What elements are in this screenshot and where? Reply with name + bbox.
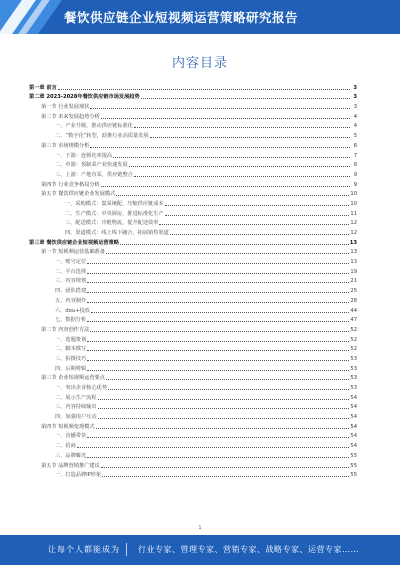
toc-leader-dots (87, 360, 349, 361)
toc-entry[interactable] (29, 470, 357, 480)
toc-entry-page: 28 (350, 297, 357, 304)
toc-entry[interactable] (29, 382, 357, 392)
toc-entry-label: 三、上游：产地直采，供应链整合 (55, 171, 133, 178)
toc-entry-page: 53 (350, 385, 357, 391)
toc-leader-dots (134, 176, 350, 177)
toc-leader-dots (159, 224, 349, 225)
toc-leader-dots (102, 476, 349, 477)
toc-entry[interactable] (29, 460, 357, 470)
toc-entry-label: 三、品牌曝光 (55, 452, 87, 459)
toc-leader-dots (165, 215, 350, 216)
toc-entry-page: 53 (350, 375, 357, 382)
toc-leader-dots (87, 350, 349, 351)
toc-entry[interactable] (29, 150, 357, 160)
toc-entry[interactable] (29, 392, 357, 402)
toc-entry-page: 3 (353, 84, 357, 91)
report-title: 餐饮供应链企业短视频运营策略研究报告 (64, 10, 299, 25)
toc-entry-page: 55 (350, 472, 357, 479)
toc-entry[interactable] (29, 305, 357, 315)
toc-entry-page: 52 (350, 336, 357, 343)
toc-entry-label: 第二章 2023-2028年餐饮供应链市场发展趋势 (29, 94, 140, 101)
toc-entry-label: 二、脚本撰写 (55, 346, 87, 353)
toc-leader-dots (87, 302, 349, 303)
toc-entry[interactable] (29, 218, 357, 228)
toc-entry-label: 二、平台选择 (55, 268, 87, 275)
toc-entry-label: 第一章 前言 (29, 84, 57, 91)
toc-entry-page: 4 (353, 123, 357, 130)
toc-entry-page: 52 (350, 346, 357, 353)
toc-entry[interactable] (29, 121, 357, 131)
toc-entry-page: 52 (350, 326, 357, 333)
toc-leader-dots (98, 399, 350, 400)
toc-entry-label: 三、内容持续输出 (55, 404, 97, 411)
toc-entry-page: 11 (350, 210, 357, 217)
toc-entry[interactable] (29, 237, 357, 247)
toc-leader-dots (101, 118, 350, 119)
toc-entry-label: 第三节 企业短视频运营要点 (41, 375, 105, 382)
toc-entry[interactable] (29, 247, 357, 257)
toc-entry[interactable] (29, 111, 357, 121)
toc-entry-label: 三、配送模式：冷链物流，提升配送效率 (65, 220, 159, 227)
toc-leader-dots (129, 166, 350, 167)
toc-entry[interactable] (29, 266, 357, 276)
toc-entry[interactable] (29, 227, 357, 237)
toc-entry-page: 47 (350, 317, 357, 324)
toc-entry-label: 第一节 行业发展现状 (41, 104, 90, 111)
toc-entry-label: 第五节 餐饮供应链企业发展模式 (41, 191, 116, 198)
toc-entry[interactable] (29, 130, 357, 140)
toc-entry-page: 19 (350, 268, 357, 275)
toc-entry-label: 第二节 内容创作方法 (41, 326, 90, 333)
toc-entry-page: 4 (353, 113, 357, 120)
toc-leader-dots (101, 186, 350, 187)
toc-entry-label: 二、“数字化”转型，助推行业高质量发展 (55, 133, 149, 140)
toc-entry-label: 一、采购模式：集采统配，压缩供应链成本 (65, 200, 164, 207)
footer-divider (126, 543, 127, 556)
footer-banner (0, 535, 400, 565)
toc-entry-label: 第三节 市场规模分析 (41, 142, 90, 149)
toc-entry-page: 13 (349, 239, 357, 246)
toc-entry-page: 7 (353, 152, 357, 159)
toc-entry-label: 二、生产模式：中央厨房，推进标准化生产 (65, 210, 164, 217)
toc-entry-page: 54 (350, 433, 357, 440)
toc-entry-page: 55 (350, 452, 357, 459)
toc-leader-dots (98, 418, 350, 419)
toc-entry-label: 四、渠道模式：线上线下融合，拓展销售渠道 (65, 230, 169, 236)
toc-leader-dots (87, 457, 349, 458)
toc-leader-dots (77, 447, 350, 448)
toc-entry-page: 55 (350, 462, 357, 469)
toc-leader-dots (87, 273, 349, 274)
toc-entry-page: 10 (350, 200, 357, 207)
toc-entry[interactable] (29, 315, 357, 325)
toc-entry-label: 第四节 行业竞争格局分析 (41, 181, 100, 188)
toc-entry-label: 二、展示生产流程 (55, 394, 97, 401)
toc-entry-page: 54 (350, 414, 357, 421)
toc-entry[interactable] (29, 198, 357, 208)
toc-entry[interactable] (29, 169, 357, 179)
toc-heading: 内容目录 (171, 56, 228, 71)
toc-entry[interactable] (29, 276, 357, 286)
toc-entry-page: 54 (350, 394, 357, 401)
footer-roles: 行业专家、管理专家、营销专家、战略专家、运营专家…… (138, 545, 359, 554)
toc-entry-label: 六、dou+投放 (55, 307, 90, 314)
footer-slogan: 让每个人都能成为 (48, 545, 120, 554)
toc-entry[interactable] (29, 402, 357, 412)
toc-entry[interactable] (29, 334, 357, 344)
toc-entry-page: 9 (353, 171, 357, 178)
toc-entry-label: 四、加强用户互动 (55, 414, 97, 421)
toc-entry-page: 3 (353, 94, 357, 101)
toc-entry[interactable] (29, 440, 357, 450)
toc-leader-dots (58, 89, 350, 90)
toc-entry-page: 53 (350, 365, 357, 372)
toc-entry-page: 3 (353, 104, 357, 111)
toc-entry-label: 一、打造品牌IP形象 (55, 472, 102, 479)
toc-leader-dots (101, 467, 350, 468)
toc-entry[interactable] (29, 373, 357, 383)
toc-entry-page: 44 (350, 307, 357, 314)
toc-entry-label: 一、选题策划 (55, 336, 87, 343)
toc-leader-dots (96, 428, 350, 429)
toc-entry-label: 一、产业升级，推动供应链标准化 (55, 123, 133, 130)
toc-leader-dots (91, 312, 350, 313)
toc-entry[interactable] (29, 101, 357, 111)
toc-entry-page: 12 (350, 230, 357, 236)
toc-entry-label: 七、数据分析 (55, 317, 87, 324)
toc-entry-label: 三、内容规划 (55, 278, 87, 285)
toc-entry-page: 10 (350, 191, 357, 198)
toc-entry[interactable] (29, 295, 357, 305)
toc-entry[interactable] (29, 140, 357, 150)
toc-entry-page: 6 (353, 142, 357, 149)
toc-leader-dots (141, 98, 350, 99)
toc-leader-dots (87, 263, 349, 264)
toc-entry-label: 四、后期剪辑 (55, 365, 87, 372)
toc-entry-page: 13 (350, 259, 357, 266)
toc-entry-label: 二、招商 (55, 443, 76, 450)
toc-entry-page: 13 (350, 249, 357, 256)
toc-leader-dots (87, 437, 349, 438)
toc-entry-label: 一、直播带货 (55, 433, 87, 440)
toc-entry-page: 21 (350, 278, 357, 285)
toc-leader-dots (90, 331, 349, 332)
toc-leader-dots (87, 341, 349, 342)
toc-entry-label: 第三章 餐饮供应链企业短视频运营策略 (29, 239, 119, 246)
toc-leader-dots (90, 108, 350, 109)
toc-leader-dots (108, 389, 350, 390)
toc-leader-dots (106, 253, 349, 254)
toc-entry-label: 第二节 未来发展趋势分析 (41, 113, 100, 120)
toc-entry-page: 54 (350, 443, 357, 450)
toc-entry-page: 54 (350, 404, 357, 411)
toc-entry-label: 四、团队搭建 (55, 288, 87, 295)
toc-leader-dots (113, 157, 350, 158)
toc-entry-label: 一、突出企业核心优势 (55, 385, 107, 391)
toc-leader-dots (87, 282, 349, 283)
toc-entry-page: 8 (353, 162, 357, 169)
toc-leader-dots (106, 379, 349, 380)
toc-entry[interactable] (29, 411, 357, 421)
toc-entry-label: 第四节 短视频变现模式 (41, 423, 95, 430)
toc-leader-dots (150, 137, 350, 138)
toc-entry[interactable] (29, 92, 357, 102)
toc-leader-dots (120, 244, 349, 245)
toc-entry[interactable] (29, 179, 357, 189)
toc-entry-page: 53 (350, 355, 357, 362)
header-banner (0, 0, 400, 34)
toc-entry-page: 12 (350, 220, 357, 227)
toc-entry[interactable] (29, 450, 357, 460)
toc-leader-dots (116, 195, 349, 196)
toc-entry[interactable] (29, 256, 357, 266)
table-of-contents (29, 82, 357, 479)
toc-entry-page: 25 (350, 288, 357, 295)
toc-leader-dots (90, 147, 350, 148)
toc-leader-dots (98, 408, 350, 409)
toc-entry-label: 五、内容制作 (55, 297, 87, 304)
toc-entry-page: 5 (353, 133, 357, 140)
toc-entry[interactable] (29, 160, 357, 170)
toc-leader-dots (87, 370, 349, 371)
toc-entry-label: 二、中游：预制菜产业快速发展 (55, 162, 128, 169)
toc-entry[interactable] (29, 82, 357, 92)
toc-leader-dots (87, 292, 349, 293)
toc-entry-label: 第一节 短视频运营基础准备 (41, 249, 105, 256)
toc-entry[interactable] (29, 431, 357, 441)
toc-entry-page: 9 (353, 181, 357, 188)
toc-leader-dots (87, 321, 349, 322)
toc-entry[interactable] (29, 324, 357, 334)
toc-entry[interactable] (29, 353, 357, 363)
toc-entry-label: 三、拍摄技巧 (55, 355, 87, 362)
toc-entry-page: 54 (350, 423, 357, 430)
toc-leader-dots (134, 127, 350, 128)
toc-leader-dots (170, 234, 350, 235)
page-number: 1 (198, 525, 202, 531)
toc-entry-label: 一、下游：连锁化率提高 (55, 152, 113, 159)
toc-leader-dots (165, 205, 350, 206)
toc-entry[interactable] (29, 189, 357, 199)
toc-entry[interactable] (29, 363, 357, 373)
toc-entry[interactable] (29, 344, 357, 354)
toc-entry-label: 第五节 品牌营销推广建议 (41, 462, 100, 469)
toc-entry[interactable] (29, 285, 357, 295)
toc-entry[interactable] (29, 208, 357, 218)
toc-entry[interactable] (29, 421, 357, 431)
toc-entry-label: 一、账号定位 (55, 259, 87, 266)
